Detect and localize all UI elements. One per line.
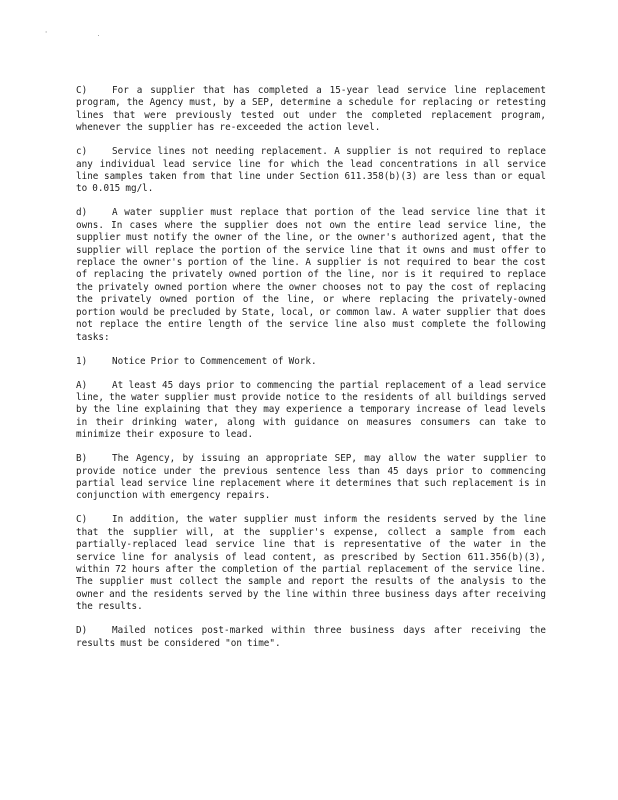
scan-specks: ' . (44, 30, 123, 38)
paragraph-text: Service lines not needing replacement. A supplier is not required to replace any individual lead service line for which the lead concentrations in all service line samples taken from that line under Section 611.358(b)(3) are less than or equal to 0.015 mg/l. (76, 146, 546, 195)
paragraph-label: B) (76, 453, 88, 465)
paragraph-label: D) (76, 625, 88, 637)
paragraph-a (76, 380, 546, 442)
paragraph-label: C) (76, 85, 88, 96)
paragraph-text: For a supplier that has completed a 15-year lead service line replacement program, the Agency must, by a SEP, determine a schedule for replacing or retesting lines that were previously tested out under the completed replacement program, whenever the supplier has re-exceeded the action level. (76, 85, 546, 134)
document-body (76, 85, 546, 662)
paragraph-text: A water supplier must replace that portion of the lead service line that it owns. In cases where the supplier does not own the entire lead service line, the supplier must notify the owner of the line, or the owner's authorized agent, that the supplier will replace the portion of the service line that it owns and must offer to replace the owner's portion of the line. A supplier is not required to bear the cost of replacing the privately owned portion of the line, nor is it required to replace the privately owned portion where the owner chooses not to pay the cost of replacing the privately owned portion of the line, or where replacing the privately-owned portion would be precluded by State, local, or common law. A water supplier that does not replace the entire length of the service line also must complete the following tasks: (76, 207, 546, 343)
paragraph-c-lower (76, 146, 546, 196)
paragraph-label: c) (76, 146, 88, 158)
paragraph-d-sub (76, 625, 546, 650)
paragraph-label: A) (76, 379, 88, 391)
paragraph-label: d) (76, 207, 88, 219)
paragraph-text: Notice Prior to Commencement of Work. (112, 355, 317, 367)
paragraph-text: Mailed notices post-marked within three business days after receiving the results must be considered "on time". (76, 625, 546, 649)
paragraph-d (76, 207, 546, 343)
paragraph-text: In addition, the water supplier must inform the residents served by the line that the supplier will, at the supplier's expense, collect a sample from each partially-replaced lead service line that is representative of the water in the service line for analysis of lead content, as prescribed by Section 611.356(b)(3), within 72 hours after the completion of the partial replacement of the service line. The supplier must collect the sample and report the results of the analysis to the owner and the residents served by the line within three business days after receiving the results. (76, 514, 546, 613)
paragraph-text: The Agency, by issuing an appropriate SEP, may allow the water supplier to provide notice under the previous sentence less than 45 days prior to commencing partial lead service line replacement where it determines that such replacement is in conjunction with emergency repairs. (76, 453, 546, 502)
paragraph-b (76, 453, 546, 503)
paragraph-c-upper (76, 85, 546, 135)
paragraph-1 (76, 356, 546, 368)
paragraph-label: 1) (76, 355, 88, 367)
paragraph-label: C) (76, 514, 88, 526)
paragraph-text: At least 45 days prior to commencing the partial replacement of a lead service line, the water supplier must provide notice to the residents of all buildings served by the line explaining that they may experience a temporary increase of lead levels in their drinking water, along with guidance on measures consumers can take to minimize their exposure to lead. (76, 379, 546, 441)
paragraph-c-sub (76, 514, 546, 613)
